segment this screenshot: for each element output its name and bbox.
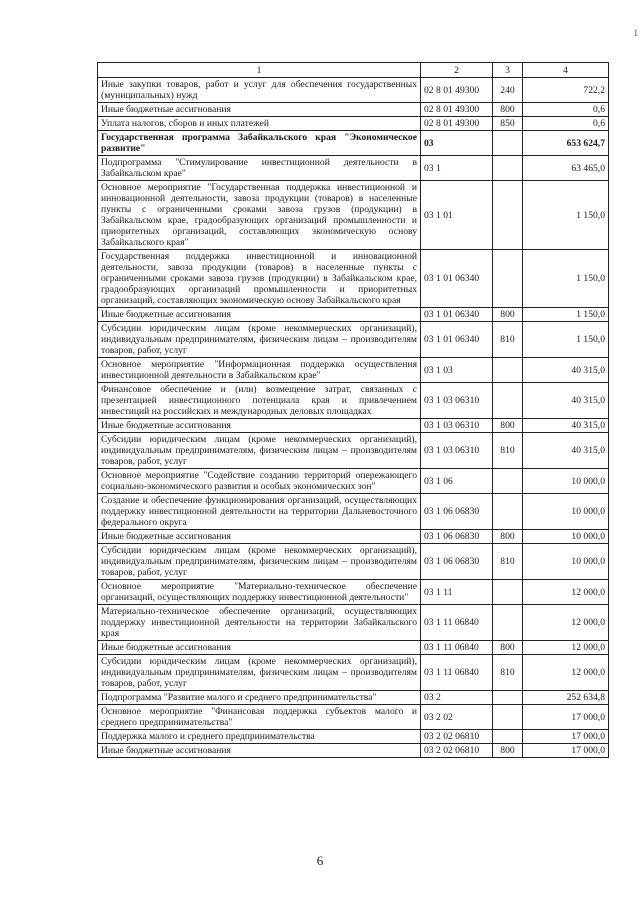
- row-expense-type: 810: [493, 433, 523, 469]
- row-expense-type: 800: [493, 744, 523, 758]
- page-number: 6: [316, 853, 324, 868]
- table-row: [98, 730, 609, 744]
- row-name: Иные закупки товаров, работ и услуг для обеспечения государственных (муниципальных) нужд: [98, 78, 421, 103]
- table-row: [98, 641, 609, 655]
- table-row: [98, 705, 609, 730]
- table-row: [98, 605, 609, 641]
- row-name: Подпрограмма "Развитие малого и среднего предпринимательства": [98, 691, 421, 705]
- header-col-4: 4: [523, 63, 609, 78]
- row-amount: 722,2: [523, 78, 609, 103]
- table-row: [98, 156, 609, 181]
- row-name: Иные бюджетные ассигнования: [98, 530, 421, 544]
- row-expense-type: [493, 250, 523, 308]
- row-name: Поддержка малого и среднего предпринимательства: [98, 730, 421, 744]
- row-code: 03 1 01: [421, 181, 493, 250]
- table-row: [98, 544, 609, 580]
- row-expense-type: [493, 705, 523, 730]
- row-code: 03 2 02: [421, 705, 493, 730]
- row-name: Основное мероприятие "Материально-техническое обеспечение организаций, осуществляющих поддержку инвестиционной деятельности": [98, 580, 421, 605]
- row-code: 03 1: [421, 156, 493, 181]
- row-amount: 653 624,7: [523, 131, 609, 156]
- row-name: Государственная программа Забайкальского края "Экономическое развитие": [98, 131, 421, 156]
- row-code: 03: [421, 131, 493, 156]
- row-expense-type: 810: [493, 655, 523, 691]
- row-expense-type: [493, 580, 523, 605]
- row-name: Государственная поддержка инвестиционной и инновационной деятельности, завоза продукции (товаров) в населенные пункты с ограниченными сроками завоза грузов (продукции) в Забайкальском крае, градообразующих организаций промышленности и приоритетных организаций, составляющих экономическую основу Забайкальского края: [98, 250, 421, 308]
- row-name: Основное мероприятие "Информационная поддержка осуществления инвестиционной деятельности в Забайкальском крае": [98, 358, 421, 383]
- row-expense-type: [493, 358, 523, 383]
- row-name: Уплата налогов, сборов и иных платежей: [98, 117, 421, 131]
- table-row: [98, 78, 609, 103]
- row-amount: 0,6: [523, 103, 609, 117]
- row-amount: 40 315,0: [523, 383, 609, 419]
- row-name: Субсидии юридическим лицам (кроме некоммерческих организаций), индивидуальным предпринимателям, физическим лицам – производителям товаров, работ, услуг: [98, 433, 421, 469]
- row-amount: 1 150,0: [523, 250, 609, 308]
- table-row: [98, 358, 609, 383]
- row-amount: 40 315,0: [523, 358, 609, 383]
- row-expense-type: 810: [493, 322, 523, 358]
- row-name: Основное мероприятие "Государственная поддержка инвестиционной и инновационной деятельности, завоза продукции (товаров) в населенные пункты с ограниченными сроками завоза грузов (продукции) в Забайкальском крае, градообразующих организаций промышленности и приоритетных организаций, составляющих экономическую основу Забайкальского края": [98, 181, 421, 250]
- row-code: 03 1 06 06830: [421, 494, 493, 530]
- row-expense-type: 800: [493, 530, 523, 544]
- row-code: 02 8 01 49300: [421, 103, 493, 117]
- row-amount: 10 000,0: [523, 530, 609, 544]
- row-expense-type: [493, 730, 523, 744]
- row-code: 03 1 03: [421, 358, 493, 383]
- row-expense-type: 800: [493, 641, 523, 655]
- row-amount: 10 000,0: [523, 544, 609, 580]
- row-code: 03 1 03 06310: [421, 433, 493, 469]
- row-amount: 1 150,0: [523, 181, 609, 250]
- row-expense-type: 800: [493, 308, 523, 322]
- table-header-row: [98, 63, 609, 78]
- row-expense-type: 800: [493, 419, 523, 433]
- table-row: [98, 308, 609, 322]
- table-row: [98, 530, 609, 544]
- table-row: [98, 433, 609, 469]
- row-name: Финансовое обеспечение и (или) возмещение затрат, связанных с презентацией инвестиционного потенциала края и привлечением инвестиций на российских и международных деловых площадках: [98, 383, 421, 419]
- row-code: 03 1 01 06340: [421, 322, 493, 358]
- table-row: [98, 383, 609, 419]
- row-amount: 1 150,0: [523, 308, 609, 322]
- row-code: 02 8 01 49300: [421, 117, 493, 131]
- row-amount: 1 150,0: [523, 322, 609, 358]
- row-amount: 17 000,0: [523, 744, 609, 758]
- row-name: Иные бюджетные ассигнования: [98, 641, 421, 655]
- row-amount: 10 000,0: [523, 469, 609, 494]
- row-expense-type: [493, 156, 523, 181]
- row-amount: 12 000,0: [523, 580, 609, 605]
- table-row: [98, 181, 609, 250]
- budget-table: [97, 62, 609, 758]
- row-expense-type: [493, 469, 523, 494]
- row-expense-type: [493, 131, 523, 156]
- row-expense-type: 240: [493, 78, 523, 103]
- row-expense-type: [493, 605, 523, 641]
- row-code: 03 1 06 06830: [421, 544, 493, 580]
- row-code: 03 2: [421, 691, 493, 705]
- row-name: Основное мероприятие "Финансовая поддержка субъектов малого и среднего предпринимательства": [98, 705, 421, 730]
- row-name: Субсидии юридическим лицам (кроме некоммерческих организаций), индивидуальным предпринимателям, физическим лицам – производителям товаров, работ, услуг: [98, 655, 421, 691]
- table-row: [98, 691, 609, 705]
- row-name: Субсидии юридическим лицам (кроме некоммерческих организаций), индивидуальным предпринимателям, физическим лицам – производителям товаров, работ, услуг: [98, 544, 421, 580]
- row-code: 03 1 01 06340: [421, 250, 493, 308]
- table-row: [98, 250, 609, 308]
- row-code: 03 1 11: [421, 580, 493, 605]
- row-name: Иные бюджетные ассигнования: [98, 744, 421, 758]
- row-amount: 10 000,0: [523, 494, 609, 530]
- row-name: Иные бюджетные ассигнования: [98, 103, 421, 117]
- table-row: [98, 580, 609, 605]
- corner-mark: 1: [633, 28, 638, 38]
- row-amount: 40 315,0: [523, 433, 609, 469]
- row-expense-type: 810: [493, 544, 523, 580]
- row-name: Субсидии юридическим лицам (кроме некоммерческих организаций), индивидуальным предпринимателям, физическим лицам – производителям товаров, работ, услуг: [98, 322, 421, 358]
- row-name: Создание и обеспечение функционирования организаций, осуществляющих поддержку инвестиционной деятельности на территории Дальневосточного федерального округа: [98, 494, 421, 530]
- table-row: [98, 419, 609, 433]
- row-expense-type: 850: [493, 117, 523, 131]
- table-row: [98, 469, 609, 494]
- row-amount: 40 315,0: [523, 419, 609, 433]
- table-row: [98, 117, 609, 131]
- row-amount: 17 000,0: [523, 705, 609, 730]
- row-expense-type: 800: [493, 103, 523, 117]
- row-expense-type: [493, 181, 523, 250]
- row-name: Материально-техническое обеспечение организаций, осуществляющих поддержку инвестиционной деятельности на территории Забайкальского края: [98, 605, 421, 641]
- row-amount: 12 000,0: [523, 605, 609, 641]
- row-amount: 12 000,0: [523, 641, 609, 655]
- row-code: 03 1 11 06840: [421, 641, 493, 655]
- row-code: 03 1 03 06310: [421, 419, 493, 433]
- row-code: 03 2 02 06810: [421, 744, 493, 758]
- row-amount: 0,6: [523, 117, 609, 131]
- row-code: 03 1 11 06840: [421, 605, 493, 641]
- table-row: [98, 655, 609, 691]
- header-col-1: 1: [98, 63, 421, 78]
- header-col-3: 3: [493, 63, 523, 78]
- row-name: Подпрограмма "Стимулирование инвестиционной деятельности в Забайкальском крае": [98, 156, 421, 181]
- table-row: [98, 131, 609, 156]
- row-expense-type: [493, 494, 523, 530]
- row-code: 03 1 06 06830: [421, 530, 493, 544]
- table-row: [98, 744, 609, 758]
- row-code: 03 2 02 06810: [421, 730, 493, 744]
- row-code: 03 1 06: [421, 469, 493, 494]
- row-name: Иные бюджетные ассигнования: [98, 419, 421, 433]
- row-expense-type: [493, 691, 523, 705]
- row-name: Основное мероприятие "Содействие созданию территорий опережающего социально-экономического развития и особых экономических зон": [98, 469, 421, 494]
- table-row: [98, 103, 609, 117]
- table-row: [98, 494, 609, 530]
- row-amount: 17 000,0: [523, 730, 609, 744]
- row-amount: 63 465,0: [523, 156, 609, 181]
- table-row: [98, 322, 609, 358]
- row-code: 02 8 01 49300: [421, 78, 493, 103]
- row-code: 03 1 11 06840: [421, 655, 493, 691]
- row-code: 03 1 03 06310: [421, 383, 493, 419]
- row-amount: 252 634,8: [523, 691, 609, 705]
- header-col-2: 2: [421, 63, 493, 78]
- row-expense-type: [493, 383, 523, 419]
- row-amount: 12 000,0: [523, 655, 609, 691]
- row-name: Иные бюджетные ассигнования: [98, 308, 421, 322]
- row-code: 03 1 01 06340: [421, 308, 493, 322]
